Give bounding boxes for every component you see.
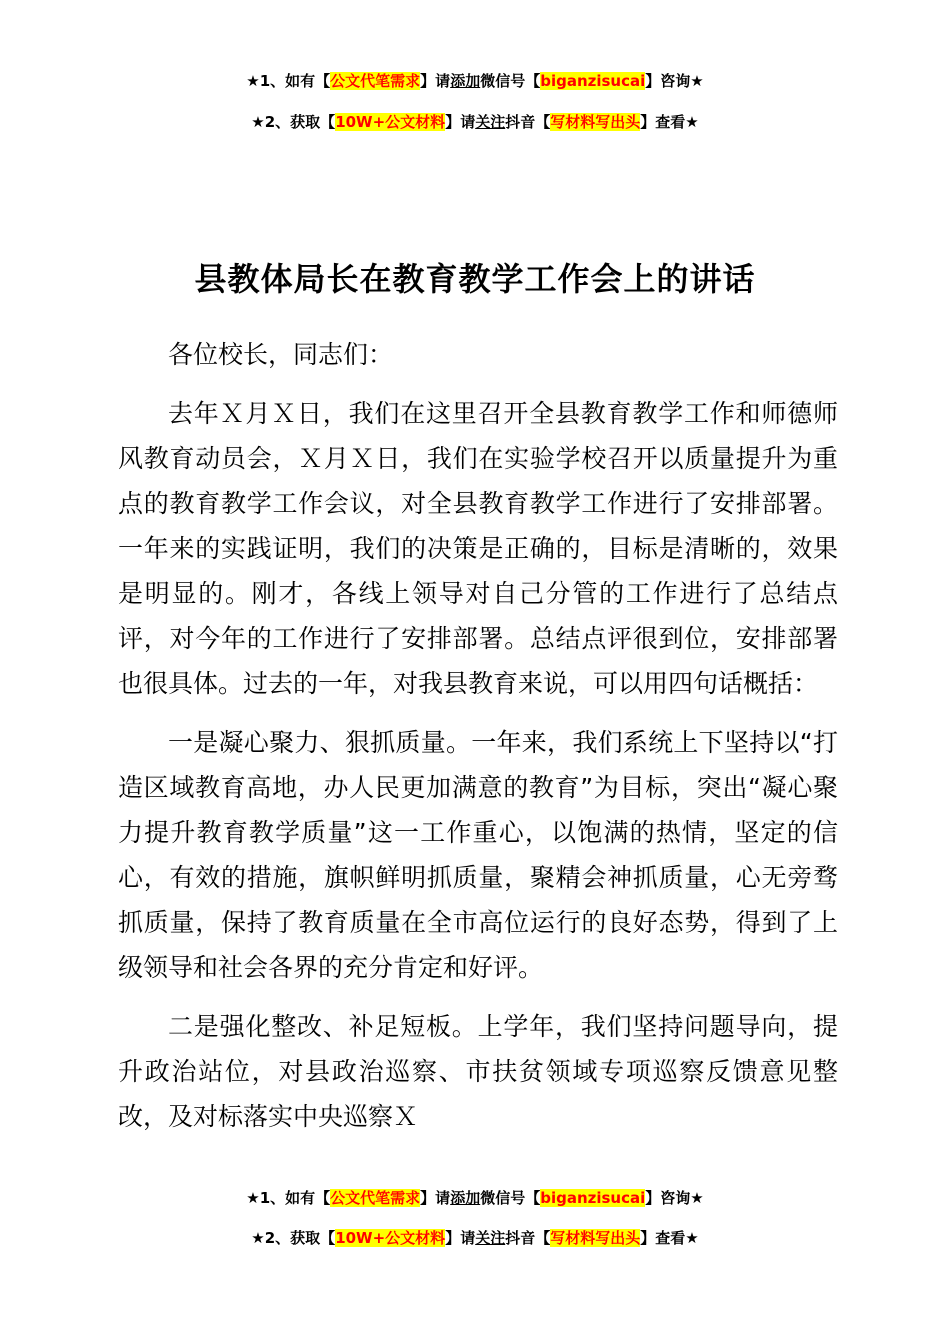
- banner-highlight: 10W+公文材料: [335, 113, 446, 131]
- paragraph: 一是凝心聚力、狠抓质量。一年来，我们系统上下坚持以“打造区域教育高地，办人民更加满意的教育”为目标，突出“凝心聚力提升教育教学质量”这一工作重心，以饱满的热情，坚定的信心，有效的措施，旗帜鲜明抓质量，聚精会神抓质量，心无旁骛抓质量，保持了教育质量在全市高位运行的良好态势，得到了上级领导和社会各界的充分肯定和好评。: [118, 728, 838, 982]
- banner-text: ★2、获取【: [251, 1229, 336, 1247]
- banner-highlight: 10W+公文材料: [335, 1229, 446, 1247]
- banner-text: 】请: [420, 72, 451, 90]
- banner-highlight: 公文代笔需求: [330, 1189, 421, 1207]
- banner-text: ★1、如有【: [246, 72, 331, 90]
- banner-text: 抖音【: [505, 1229, 551, 1247]
- banner-underlined: 关注: [475, 1229, 506, 1247]
- banner-text: 】请: [445, 1229, 476, 1247]
- banner-text: 微信号【: [480, 72, 541, 90]
- top-banner-line-2: [0, 111, 950, 133]
- banner-underlined: 添加: [450, 1189, 481, 1207]
- paragraph: 去年Ｘ月Ｘ日，我们在这里召开全县教育教学工作和师德师风教育动员会，Ｘ月Ｘ日，我们在实验学校召开以质量提升为重点的教育教学工作会议，对全县教育教学工作进行了安排部署。一年来的实践证明，我们的决策是正确的，目标是清晰的，效果是明显的。刚才，各线上领导对自己分管的工作进行了总结点评，对今年的工作进行了安排部署。总结点评很到位，安排部署也很具体。过去的一年，对我县教育来说，可以用四句话概括：: [118, 399, 838, 698]
- top-banner-line-1: [0, 70, 950, 92]
- salutation: 各位校长，同志们：: [168, 340, 394, 369]
- banner-highlight: 公文代笔需求: [330, 72, 421, 90]
- banner-text: 微信号【: [480, 1189, 541, 1207]
- banner-text: ★1、如有【: [246, 1189, 331, 1207]
- banner-text: 】咨询★: [645, 1189, 704, 1207]
- banner-text: 抖音【: [505, 113, 551, 131]
- banner-underlined: 关注: [475, 113, 506, 131]
- document-title: 县教体局长在教育教学工作会上的讲话: [194, 260, 756, 298]
- banner-text: ★2、获取【: [251, 113, 336, 131]
- banner-text: 】查看★: [640, 113, 699, 131]
- banner-text: 】请: [445, 113, 476, 131]
- banner-text: 】请: [420, 1189, 451, 1207]
- paragraph: 二是强化整改、补足短板。上学年，我们坚持问题导向，提升政治站位，对县政治巡察、市扶贫领域专项巡察反馈意见整改，及对标落实中央巡察Ｘ: [118, 1012, 838, 1131]
- banner-highlight: biganzisucai: [540, 1189, 646, 1207]
- banner-text: 】咨询★: [645, 72, 704, 90]
- bottom-banner-line-2: [0, 1227, 950, 1249]
- banner-highlight: biganzisucai: [540, 72, 646, 90]
- banner-highlight: 写材料写出头: [550, 1229, 641, 1247]
- banner-highlight: 写材料写出头: [550, 113, 641, 131]
- banner-underlined: 添加: [450, 72, 481, 90]
- document-body: [118, 332, 838, 1139]
- bottom-banner-line-1: [0, 1187, 950, 1209]
- banner-text: 】查看★: [640, 1229, 699, 1247]
